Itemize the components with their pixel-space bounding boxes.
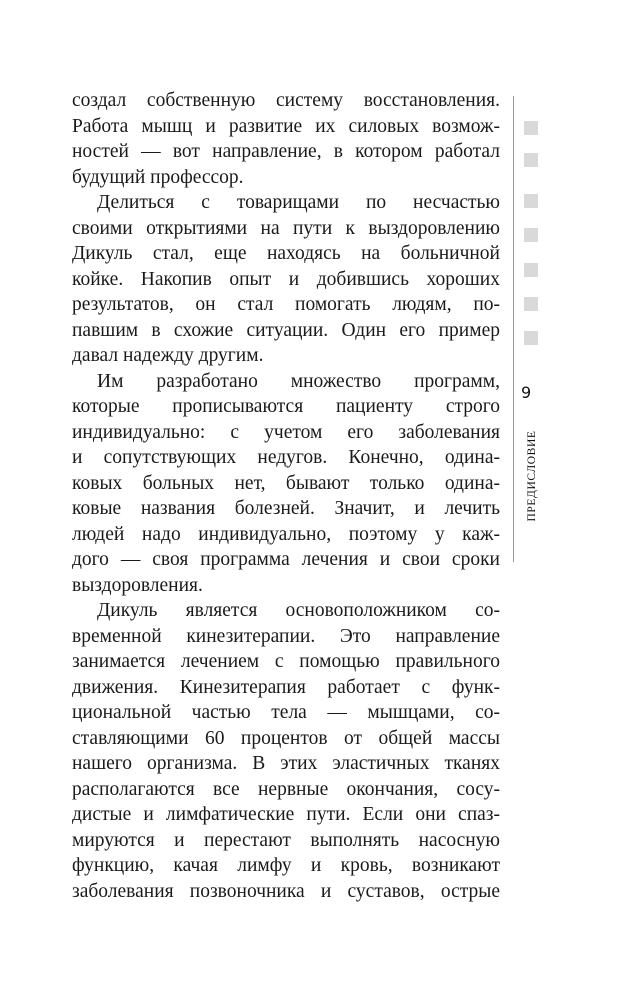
text-line: ставляющими 60 процентов от общей массы (72, 727, 500, 749)
text-line: Дикуль является основоположником со- (97, 600, 500, 621)
text-line: ковые названия болезней. Значит, и лечить (72, 498, 500, 519)
text-line: и сопутствующих недугов. Конечно, одина- (72, 447, 500, 468)
text-line: располагаются все нервные окончания, сосу- (72, 778, 500, 800)
text-line: Делиться с товарищами по несчастью (97, 192, 500, 213)
decorative-square (524, 263, 538, 277)
text-line: индивидуально: с учетом его заболевания (72, 421, 500, 443)
text-line: движения. Кинезитерапия работает с функ- (72, 676, 500, 698)
text-line: заболевания позвоночника и суставов, острые (72, 880, 500, 902)
section-label: ПРЕДИСЛОВИЕ (526, 430, 538, 522)
text-line: занимается лечением с помощью правильного (72, 651, 500, 672)
text-line: ковых больных нет, бывают только одина- (72, 472, 500, 494)
text-line: циональной частью тела — мышцами, со- (72, 702, 500, 723)
text-line: создал собственную систему восстановления. (72, 90, 500, 111)
page-number: 9 (521, 383, 532, 402)
decorative-square (524, 194, 538, 208)
text-line: людей надо индивидуально, поэтому у каж- (72, 523, 500, 545)
text-line: дистые и лимфатические пути. Если они спаз- (72, 804, 500, 825)
text-line: выздоровления. (72, 574, 203, 596)
text-line: Им разработано множество программ, (97, 370, 500, 392)
text-line: Дикуль стал, еще находясь на больничной (72, 243, 500, 264)
decorative-square (524, 331, 538, 345)
text-line: результатов, он стал помогать людям, по- (72, 294, 500, 315)
decorative-square (524, 121, 538, 135)
text-line: дого — своя программа лечения и свои сроки (72, 549, 500, 570)
text-line: ностей — вот направление, в котором работал (72, 141, 500, 162)
text-line: павшим в схожие ситуации. Один его пример (72, 319, 500, 341)
decorative-square (524, 228, 538, 242)
decorative-square (524, 153, 538, 167)
decorative-square (524, 297, 538, 311)
sidebar-rule (513, 96, 514, 562)
text-line: давал надежду другим. (72, 345, 264, 366)
text-line: нашего организма. В этих эластичных тканях (72, 753, 500, 774)
text-line: временной кинезитерапии. Это направление (72, 625, 500, 647)
text-line: будущий профессор. (72, 166, 244, 188)
text-line: Работа мышц и развитие их силовых возмож- (72, 115, 500, 137)
text-line: койке. Накопив опыт и добившись хороших (72, 268, 500, 290)
text-line: мируются и перестают выполнять насосную (72, 829, 500, 851)
text-line: которые прописываются пациенту строго (72, 396, 500, 417)
body-text (72, 88, 500, 904)
text-line: функцию, качая лимфу и кровь, возникают (72, 855, 500, 876)
text-line: своими открытиями на пути к выздоровлению (72, 217, 500, 239)
